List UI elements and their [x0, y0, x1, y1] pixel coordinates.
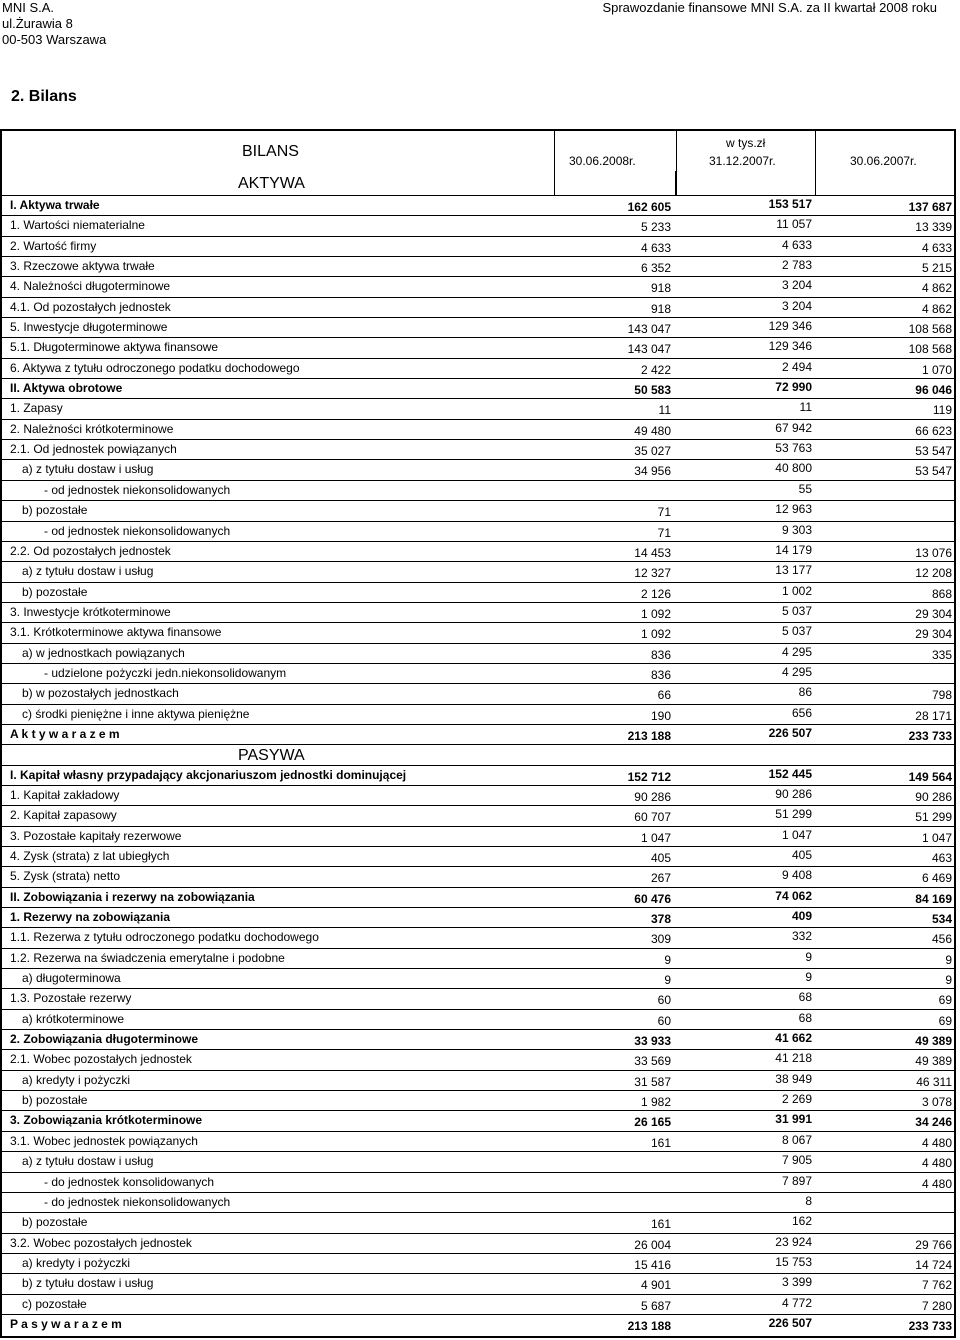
pasywa-heading: PASYWA: [238, 747, 305, 765]
row-value-3: 108 568: [908, 342, 952, 357]
row-value-1: 12 327: [634, 566, 671, 581]
row-value-1: 161: [650, 1217, 671, 1232]
report-title: Sprawozdanie finansowe MNI S.A. za II kwartał 2008 roku: [602, 0, 937, 15]
row-label: 3. Pozostałe kapitały rezerwowe: [10, 828, 182, 843]
row-value-2: 4 633: [781, 237, 812, 252]
row-value-3: 4 480: [921, 1156, 952, 1171]
table-row: [2, 500, 954, 520]
table-row: [2, 765, 954, 785]
table-row: [2, 927, 954, 947]
table-row: [2, 724, 954, 744]
row-value-3: 69: [938, 993, 952, 1008]
row-label: 2. Zobowiązania długoterminowe: [10, 1032, 199, 1047]
row-value-2: 5 037: [781, 624, 812, 639]
column-header-2007-12: 31.12.2007r.: [709, 154, 776, 168]
row-value-1: 267: [650, 871, 671, 886]
row-label: 4.1. Od pozostałych jednostek: [10, 299, 171, 314]
row-label: a) z tytułu dostaw i usług: [22, 564, 154, 579]
row-value-2: 129 346: [768, 339, 812, 354]
row-value-2: 226 507: [768, 725, 812, 740]
row-value-1: 34 956: [634, 464, 671, 479]
row-value-2: 4 295: [781, 644, 812, 659]
row-value-2: 332: [791, 929, 812, 944]
row-value-3: 335: [931, 647, 952, 662]
table-row: [2, 215, 954, 235]
row-label: 2.1. Od jednostek powiązanych: [10, 442, 177, 457]
row-value-1: 11: [658, 403, 671, 418]
table-row: [2, 459, 954, 479]
row-label: a) z tytułu dostaw i usług: [22, 1154, 154, 1169]
company-name: MNI S.A.: [2, 0, 55, 15]
row-value-1: 5 233: [640, 220, 671, 235]
table-row: [2, 480, 954, 500]
row-value-3: 868: [931, 586, 952, 601]
table-row: [2, 643, 954, 663]
row-value-3: 66 623: [915, 423, 952, 438]
row-value-3: 34 246: [915, 1115, 952, 1130]
company-address: [2, 0, 106, 48]
row-value-1: 9: [664, 952, 671, 967]
table-row: [2, 622, 954, 642]
row-value-1: 213 188: [627, 728, 671, 743]
row-value-3: 29 766: [915, 1237, 952, 1252]
table-row: [2, 256, 954, 276]
row-value-1: 6 352: [640, 261, 671, 276]
row-value-1: 60: [657, 1013, 671, 1028]
row-label: 1.3. Pozostałe rezerwy: [10, 991, 132, 1006]
row-value-3: 9: [945, 973, 952, 988]
row-value-3: 798: [931, 688, 952, 703]
row-value-2: 409: [791, 909, 812, 924]
row-value-3: 29 304: [915, 606, 952, 621]
row-label: 3. Zobowiązania krótkoterminowe: [10, 1113, 203, 1128]
row-value-1: 26 004: [634, 1237, 671, 1252]
row-label: 2. Należności krótkoterminowe: [10, 421, 174, 436]
row-value-1: 49 480: [634, 423, 671, 438]
row-label: 2.1. Wobec pozostałych jednostek: [10, 1052, 192, 1067]
row-value-2: 13 177: [775, 563, 812, 578]
row-value-2: 162: [791, 1214, 812, 1229]
row-value-1: 1 092: [640, 627, 671, 642]
row-value-2: 2 269: [781, 1092, 812, 1107]
row-label: II. Aktywa obrotowe: [10, 381, 123, 396]
row-value-1: 90 286: [634, 789, 671, 804]
row-value-3: 28 171: [915, 708, 952, 723]
row-label: b) pozostałe: [22, 1215, 88, 1230]
row-value-2: 5 037: [781, 603, 812, 618]
row-value-1: 152 712: [627, 769, 671, 784]
row-label: b) z tytułu dostaw i usług: [22, 1276, 154, 1291]
row-label: 5.1. Długoterminowe aktywa finansowe: [10, 340, 219, 355]
row-value-3: 7 280: [921, 1298, 952, 1313]
row-label: a) długoterminowa: [22, 971, 121, 986]
row-value-1: 26 165: [634, 1115, 671, 1130]
row-value-1: 31 587: [634, 1074, 671, 1089]
row-value-3: 96 046: [915, 383, 952, 398]
row-value-2: 1 047: [781, 827, 812, 842]
table-row: [2, 1110, 954, 1130]
row-value-3: 456: [931, 932, 952, 947]
column-header-2008-06: 30.06.2008r.: [569, 154, 636, 168]
row-value-1: 9: [664, 973, 671, 988]
table-title: BILANS: [242, 143, 299, 160]
row-value-3: 108 568: [908, 322, 952, 337]
row-value-3: 534: [931, 912, 952, 927]
table-row: [2, 887, 954, 907]
row-value-1: 71: [657, 525, 671, 540]
row-value-3: 7 762: [921, 1278, 952, 1293]
row-label: a) krótkoterminowe: [22, 1011, 125, 1026]
row-label: 4. Zysk (strata) z lat ubiegłych: [10, 849, 170, 863]
row-label: a) z tytułu dostaw i usług: [22, 462, 154, 477]
row-label: b) pozostałe: [22, 584, 88, 599]
row-value-3: 13 076: [915, 545, 952, 560]
row-value-1: 15 416: [634, 1257, 671, 1272]
row-value-2: 40 800: [775, 461, 812, 476]
row-label: - udzielone pożyczki jedn.niekonsolidowanym: [44, 665, 287, 680]
row-value-1: 918: [650, 281, 671, 296]
row-value-2: 7 905: [781, 1153, 812, 1168]
row-value-3: 29 304: [915, 627, 952, 642]
row-label: 3.2. Wobec pozostałych jednostek: [10, 1235, 192, 1250]
row-value-2: 86: [798, 685, 812, 700]
table-row: [2, 988, 954, 1008]
row-value-1: 33 569: [634, 1054, 671, 1069]
row-label: - do jednostek konsolidowanych: [44, 1174, 215, 1189]
row-value-3: 4 480: [921, 1176, 952, 1191]
row-value-3: 6 469: [921, 871, 952, 886]
row-value-1: 143 047: [627, 342, 671, 357]
row-value-2: 31 991: [775, 1112, 812, 1127]
row-value-2: 55: [798, 481, 812, 496]
table-row: [2, 1070, 954, 1090]
row-label: 2.2. Od pozostałych jednostek: [10, 543, 171, 558]
table-row: [2, 582, 954, 602]
row-value-1: 33 933: [634, 1034, 671, 1049]
row-value-2: 15 753: [775, 1254, 812, 1269]
row-label: 2. Wartość firmy: [10, 238, 97, 253]
row-label: 1. Wartości niematerialne: [10, 218, 145, 233]
row-value-2: 23 924: [775, 1234, 812, 1249]
table-row: [2, 785, 954, 805]
row-label: 1. Zapasy: [10, 401, 63, 416]
row-value-2: 226 507: [768, 1315, 812, 1330]
row-label: II. Zobowiązania i rezerwy na zobowiązania: [10, 889, 255, 904]
row-value-2: 11: [799, 400, 812, 415]
row-value-2: 3 399: [781, 1275, 812, 1290]
row-value-1: 71: [657, 505, 671, 520]
row-label: c) środki pieniężne i inne aktywa pieniężne: [22, 706, 250, 721]
row-label: 1.1. Rezerwa z tytułu odroczonego podatku dochodowego: [10, 930, 319, 945]
table-row: [2, 1131, 954, 1151]
row-label: A k t y w a r a z e m: [10, 726, 120, 741]
row-value-1: 918: [650, 301, 671, 316]
row-value-2: 405: [791, 848, 812, 862]
row-label: - od jednostek niekonsolidowanych: [44, 482, 231, 497]
row-value-2: 4 295: [781, 664, 812, 679]
row-label: 1.2. Rezerwa na świadczenia emerytalne i podobne: [10, 950, 285, 965]
row-value-3: 4 480: [921, 1135, 952, 1150]
row-value-3: 4 862: [921, 281, 952, 296]
row-label: 3. Rzeczowe aktywa trwałe: [10, 259, 155, 274]
row-label: 5. Zysk (strata) netto: [10, 869, 121, 884]
row-value-2: 41 218: [775, 1051, 812, 1066]
row-value-3: 137 687: [908, 200, 952, 214]
table-row: [2, 907, 954, 927]
row-value-1: 60: [657, 993, 671, 1008]
aktywa-heading: AKTYWA: [238, 175, 305, 192]
row-value-2: 152 445: [768, 766, 812, 781]
row-value-3: 233 733: [908, 728, 952, 743]
row-value-2: 2 494: [781, 359, 812, 374]
row-value-1: 213 188: [627, 1318, 671, 1333]
table-row: [2, 805, 954, 825]
row-value-1: 378: [650, 912, 671, 927]
row-label: a) kredyty i pożyczki: [22, 1255, 131, 1270]
row-value-3: 12 208: [915, 566, 952, 581]
row-value-3: 53 547: [915, 444, 952, 459]
row-value-2: 3 204: [781, 298, 812, 313]
row-label: 5. Inwestycje długoterminowe: [10, 320, 168, 335]
row-label: 1. Rezerwy na zobowiązania: [10, 910, 171, 925]
row-value-2: 8: [805, 1193, 812, 1208]
table-row: [2, 276, 954, 296]
row-value-2: 4 772: [781, 1295, 812, 1310]
row-value-3: 4 862: [921, 301, 952, 316]
row-value-3: 13 339: [915, 220, 952, 235]
row-value-2: 68: [798, 1010, 812, 1025]
row-value-2: 74 062: [775, 888, 812, 903]
row-value-1: 190: [650, 708, 671, 723]
row-value-3: 53 547: [915, 464, 952, 479]
row-value-2: 41 662: [775, 1031, 812, 1046]
table-row: [2, 561, 954, 581]
row-label: 6. Aktywa z tytułu odroczonego podatku dochodowego: [10, 360, 300, 375]
row-value-1: 2 126: [640, 586, 671, 601]
row-value-3: 49 389: [915, 1054, 952, 1069]
table-row: [2, 195, 954, 215]
row-value-3: 3 078: [921, 1095, 952, 1110]
table-row: [2, 1253, 954, 1273]
row-value-1: 836: [650, 667, 671, 682]
row-value-2: 12 963: [775, 502, 812, 517]
row-value-3: 9: [945, 952, 952, 967]
row-value-3: 149 564: [908, 769, 952, 784]
row-value-1: 35 027: [634, 444, 671, 459]
row-value-1: 405: [650, 851, 671, 865]
row-value-1: 66: [657, 688, 671, 703]
row-value-3: 119: [932, 403, 952, 418]
company-street: ul.Żurawia 8: [2, 16, 73, 31]
table-row: [2, 1029, 954, 1049]
row-value-1: 14 453: [634, 545, 671, 560]
row-value-2: 153 517: [768, 197, 812, 211]
row-value-1: 309: [650, 932, 671, 947]
row-label: b) pozostałe: [22, 1093, 88, 1108]
row-value-2: 8 067: [781, 1132, 812, 1147]
row-value-3: 1 070: [921, 362, 952, 377]
table-row: [2, 704, 954, 724]
row-label: c) pozostałe: [22, 1296, 87, 1311]
row-value-1: 836: [650, 647, 671, 662]
row-value-3: 51 299: [915, 810, 952, 825]
section-row-pasywa: [2, 744, 954, 764]
row-value-2: 51 299: [775, 807, 812, 822]
table-row: [2, 541, 954, 561]
row-value-2: 72 990: [775, 380, 812, 395]
table-row: [2, 602, 954, 622]
row-label: I. Kapitał własny przypadający akcjonariuszom jednostki dominującej: [10, 767, 407, 782]
row-label: b) pozostałe: [22, 503, 88, 518]
table-row: [2, 1233, 954, 1253]
row-label: 3.1. Krótkoterminowe aktywa finansowe: [10, 625, 222, 640]
row-label: - od jednostek niekonsolidowanych: [44, 523, 231, 538]
table-row: [2, 826, 954, 846]
row-value-1: 2 422: [640, 362, 671, 377]
row-value-2: 3 204: [781, 278, 812, 293]
row-value-3: 5 215: [921, 261, 952, 276]
row-value-1: 60 707: [634, 810, 671, 825]
table-row: [2, 683, 954, 703]
row-label: P a s y w a r a z e m: [10, 1316, 122, 1331]
table-row: [2, 1009, 954, 1029]
table-row: [2, 1049, 954, 1069]
table-row: [2, 236, 954, 256]
row-value-1: 1 982: [640, 1095, 671, 1110]
row-value-1: 143 047: [627, 322, 671, 337]
row-value-3: 4 633: [921, 240, 952, 255]
table-row: [2, 358, 954, 378]
table-row: [2, 317, 954, 337]
row-value-2: 9 303: [781, 522, 812, 537]
row-value-1: 162 605: [627, 200, 671, 214]
row-value-3: 233 733: [908, 1318, 952, 1333]
row-value-2: 656: [791, 705, 812, 720]
table-row: [2, 1151, 954, 1171]
row-value-2: 9: [805, 949, 812, 964]
table-row: [2, 297, 954, 317]
table-row: [2, 337, 954, 357]
table-row: [2, 1294, 954, 1314]
row-value-3: 84 169: [915, 891, 952, 906]
table-row: [2, 663, 954, 683]
table-row: [2, 866, 954, 886]
row-value-1: 50 583: [634, 383, 671, 398]
table-row: [2, 1090, 954, 1110]
table-row: [2, 439, 954, 459]
table-row: [2, 1192, 954, 1212]
row-value-1: 4 901: [640, 1278, 671, 1293]
row-value-1: 161: [650, 1135, 671, 1150]
row-value-2: 38 949: [775, 1071, 812, 1086]
row-value-3: 90 286: [915, 789, 952, 804]
row-value-2: 14 179: [775, 542, 812, 557]
row-value-2: 53 763: [775, 441, 812, 456]
row-value-2: 67 942: [775, 420, 812, 435]
row-value-2: 68: [798, 990, 812, 1005]
table-row: [2, 846, 954, 866]
section-title: 2. Bilans: [11, 88, 77, 105]
row-label: - do jednostek niekonsolidowanych: [44, 1194, 231, 1209]
row-label: I. Aktywa trwałe: [10, 198, 100, 212]
row-value-2: 7 897: [781, 1173, 812, 1188]
row-value-1: 1 092: [640, 606, 671, 621]
row-value-3: 463: [931, 851, 952, 865]
unit-label: w tys.zł: [726, 136, 766, 150]
row-value-2: 9: [805, 970, 812, 985]
row-value-1: 1 047: [640, 830, 671, 845]
row-value-2: 11 057: [776, 217, 812, 232]
row-value-1: 4 633: [640, 240, 671, 255]
row-value-3: 1 047: [921, 830, 952, 845]
row-value-2: 9 408: [781, 868, 812, 883]
row-label: 3. Inwestycje krótkoterminowe: [10, 604, 171, 619]
row-value-1: 60 476: [634, 891, 671, 906]
table-header: [2, 131, 954, 195]
row-label: 2. Kapitał zapasowy: [10, 808, 117, 823]
table-row: [2, 968, 954, 988]
table-row: [2, 1212, 954, 1232]
table-row: [2, 378, 954, 398]
table-row: [2, 419, 954, 439]
row-label: b) w pozostałych jednostkach: [22, 686, 179, 701]
row-label: 1. Kapitał zakładowy: [10, 787, 120, 802]
row-value-3: 14 724: [915, 1257, 952, 1272]
row-value-3: 46 311: [916, 1074, 952, 1089]
row-value-2: 90 286: [775, 786, 812, 801]
company-city: 00-503 Warszawa: [2, 32, 107, 47]
table-row: [2, 1273, 954, 1293]
row-value-3: 49 389: [915, 1034, 952, 1049]
table-row: [2, 398, 954, 418]
table-row: [2, 521, 954, 541]
row-value-2: 1 002: [781, 583, 812, 598]
row-value-2: 129 346: [768, 319, 812, 334]
row-value-1: 5 687: [640, 1298, 671, 1313]
row-label: 3.1. Wobec jednostek powiązanych: [10, 1133, 198, 1148]
row-value-3: 69: [938, 1013, 952, 1028]
table-row: [2, 1172, 954, 1192]
balance-sheet-table: [0, 129, 956, 1338]
row-label: a) w jednostkach powiązanych: [22, 645, 185, 660]
row-label: 4. Należności długoterminowe: [10, 279, 171, 294]
table-body: [2, 195, 954, 1334]
column-header-2007-06: 30.06.2007r.: [850, 154, 917, 168]
row-label: a) kredyty i pożyczki: [22, 1072, 131, 1087]
table-row: [2, 948, 954, 968]
row-value-2: 2 783: [781, 258, 812, 273]
table-row: [2, 1314, 954, 1334]
